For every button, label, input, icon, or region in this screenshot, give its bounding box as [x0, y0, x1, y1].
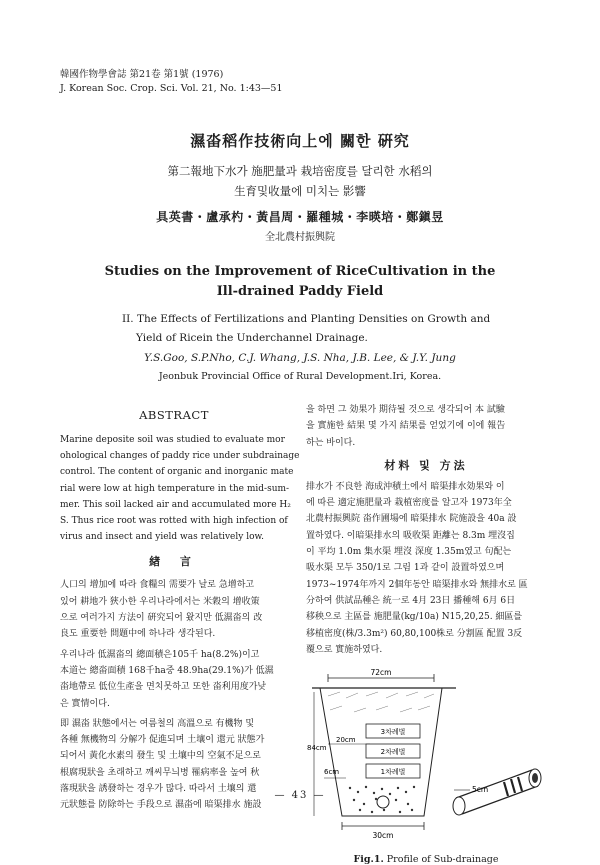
text-line: 各種 無機物의 分解가 促進되며 土壤이 還元 狀態가 — [60, 735, 265, 746]
text-line: 移植密度(株/3.3m²) 60,80,100株로 分割區 配置 3反 — [306, 628, 523, 639]
title-english — [100, 262, 500, 302]
layer-label: 1차례벌 — [380, 768, 406, 777]
text-line: 移秧으로 主區를 施肥量(kg/10a) N15,20,25. 細區를 — [306, 612, 523, 623]
subtitle-korean — [0, 161, 600, 201]
abstract-body — [60, 432, 300, 545]
text-line: 吸水渠 모두 350/1로 그림 1과 같이 設置하였으며 — [306, 563, 505, 574]
figure-subdrainage-profile — [306, 666, 546, 865]
figure-drawing — [306, 666, 546, 848]
text-line: 良도 重要한 問題中에 하나라 생각된다. — [60, 629, 216, 640]
text-line: 覆으로 實施하였다. — [306, 644, 383, 655]
abstract-heading: ABSTRACT — [139, 408, 209, 422]
intro-continued — [306, 402, 546, 451]
authors-korean: 具英書・盧承杓・黃昌周・羅種城・李暎培・鄭鎭昱 — [156, 210, 444, 224]
layer-label: 2차례벌 — [380, 748, 406, 757]
text-line: 畓地帶로 低位生產을 면치못하고 또한 畓利用度가낮 — [60, 682, 267, 693]
text-line: 排水가 不良한 海成沖積土에서 暗渠排水効果와 이 — [306, 481, 505, 492]
subtitle-english-line: II. The Effects of Fertilizations and Planting Densities on Growth and — [122, 313, 491, 325]
dimension-mid1-label: 20cm — [336, 736, 356, 745]
text-line: 이 平均 1.0m 集水渠 埋沒 深度 1.35m였고 句配는 — [306, 547, 512, 558]
text-line: 北農村振興院 畓作圃場에 暗渠排水 院施設을 40a 設 — [306, 514, 517, 525]
text-line: 元狀態를 防除하는 手段으로 濕畓에 暗渠排水 施設 — [60, 800, 262, 811]
intro-paragraph — [60, 647, 288, 712]
intro-paragraph — [60, 577, 288, 642]
text-line: 우리나라 低濕畓의 總面積은105千 ha(8.2%)이고 — [60, 649, 260, 660]
intro-heading: 緖 言 — [149, 555, 199, 569]
abstract-line: ohological changes of paddy rice under subdrainage — [60, 451, 300, 462]
text-line: 1973~1974年까지 2個年동안 暗渠排水와 無排水로 區 — [306, 579, 528, 590]
text-line: 本道는 總畓面積 168千ha중 48.9ha(29.1%)가 低濕 — [60, 665, 274, 676]
title-english-line: Ill-drained Paddy Field — [216, 284, 384, 299]
text-line: 을 하면 그 効果가 期待될 것으로 생각되어 本 試驗 — [306, 405, 505, 415]
abstract-line: rial were low at high temperature in the mid-sum- — [60, 483, 290, 494]
text-line: 人口의 增加에 따라 食糧의 需要가 날로 急增하고 — [60, 580, 255, 591]
title-english-line: Studies on the Improvement of RiceCultivation in the — [104, 264, 496, 279]
subtitle-english — [122, 310, 502, 348]
abstract-line: S. Thus rice root was rotted with high infection of — [60, 516, 288, 527]
dimension-mid2-label: 6cm — [324, 768, 340, 777]
figure-caption — [306, 854, 546, 865]
text-line: 되어서 黃化水素의 發生 및 土壤中의 空氣不足으로 — [60, 751, 261, 762]
affiliation-english: Jeonbuk Provincial Office of Rural Development.Iri, Korea. — [158, 371, 442, 382]
title-korean: 濕畓稻作技術向上에 關한 硏究 — [190, 132, 410, 150]
text-line: 으로 여러가지 方法이 硏究되어 왔지만 低濕畓의 改 — [60, 613, 263, 624]
text-line: 落現狀을 誘發하는 경우가 많다. 따라서 土壤의 還 — [60, 783, 257, 794]
dimension-left-label: 84cm — [307, 744, 327, 753]
abstract-line: control. The content of organic and inorganic mate — [60, 467, 294, 478]
soil-hatching — [328, 692, 434, 712]
text-line: 根腐現狀을 초래하고 깨씨무늬병 罹病率을 높여 秋 — [60, 767, 260, 778]
figure-caption-text: Profile of Sub-drainage — [383, 854, 499, 865]
methods-paragraph — [306, 479, 546, 658]
authors-english: Y.S.Goo, S.P.Nho, C.J. Whang, J.S. Nha, J.B. Lee, & J.Y. Jung — [144, 352, 456, 364]
journal-name-en: J. Korean Soc. Crop. Sci. Vol. 21, No. 1:43—51 — [60, 83, 283, 94]
dimension-bottom-label: 30cm — [372, 831, 394, 841]
affiliation-korean: 全北農村振興院 — [265, 232, 335, 243]
layer-label: 3차례벌 — [380, 728, 406, 737]
text-line: 即 濕畓 狀態에서는 여름철의 高溫으로 有機物 및 — [60, 718, 255, 729]
right-column — [306, 402, 546, 865]
abstract-line: Marine deposite soil was studied to evaluate mor — [60, 435, 285, 445]
pipe-size-label: 5cm — [472, 785, 489, 795]
text-line: 하는 바이다. — [306, 437, 356, 448]
page-number: — 43 — — [274, 790, 326, 801]
text-line: 分하여 供試品種은 統一로 4月 23日 播種해 6月 6日 — [306, 595, 516, 606]
abstract-line: mer. This soil lacked air and accumulated more H₂ — [60, 499, 291, 510]
journal-name-ko: 韓國作物學會誌 第21卷 第1號 (1976) — [60, 69, 224, 80]
text-line: 을 實施한 結果 몇 가지 結果를 얻었기에 이에 報告 — [306, 421, 506, 432]
text-line: 置하였다. 이暗渠排水의 吸收渠 距離는 8.3m 埋沒집 — [306, 530, 515, 541]
text-line: 에 따른 適定施肥量과 栽植密度를 알고자 1973年全 — [306, 498, 512, 509]
journal-header — [60, 68, 380, 96]
dimension-top-label: 72cm — [370, 668, 392, 678]
subtitle-english-line: Yield of Ricein the Underchannel Drainage. — [136, 332, 368, 344]
figure-caption-number: Fig.1. — [353, 854, 384, 865]
subtitle-korean-line: 生育및收量에 미치는 影響 — [234, 184, 366, 198]
subtitle-korean-line: 第二報地下水가 施肥量과 栽培密度를 달리한 水稻의 — [167, 164, 433, 178]
text-line: 있어 耕地가 狹小한 우리나라에서는 米穀의 增收策 — [60, 596, 260, 607]
methods-heading: 材料 및 方法 — [384, 458, 468, 472]
text-line: 은 實情이다. — [60, 698, 110, 709]
abstract-line: virus and insect and yield was relatively low. — [60, 532, 264, 543]
